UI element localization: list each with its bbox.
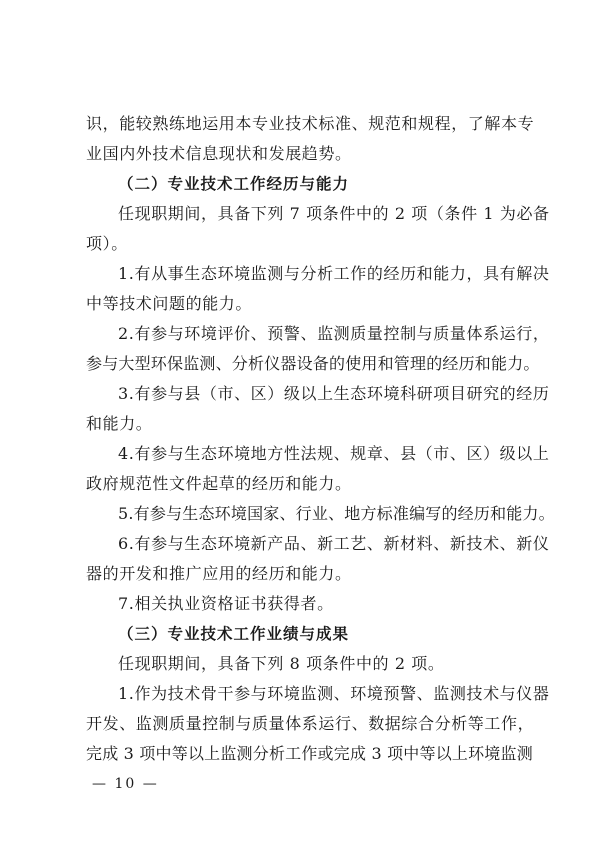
list-item-2: 2.有参与环境评价、预警、监测质量控制与质量体系运行， [118,324,550,343]
body-text-line: 开发、监测质量控制与质量体系运行、数据综合分析等工作， [86,714,535,733]
list-item-3: 3.有参与县（市、区）级以上生态环境科研项目研究的经历 [118,384,550,403]
body-text-line: 识，能较熟练地运用本专业技术标准、规范和规程，了解本专 [86,114,535,133]
list-item-4: 4.有参与生态环境地方性法规、规章、县（市、区）级以上 [118,444,550,463]
list-item-5: 5.有参与生态环境国家、行业、地方标准编写的经历和能力。 [118,504,555,523]
body-text-line: 器的开发和推广应用的经历和能力。 [86,564,352,583]
body-text-line: 完成 3 项中等以上监测分析工作或完成 3 项中等以上环境监测 [86,744,533,763]
body-text-line: 政府规范性文件起草的经历和能力。 [86,474,352,493]
list-item-7: 7.相关执业资格证书获得者。 [118,594,334,613]
list-item-1: 1.有从事生态环境监测与分析工作的经历和能力，具有解决 [118,264,550,283]
body-text-line: 任现职期间，具备下列 7 项条件中的 2 项（条件 1 为必备 [118,204,550,223]
page-number: — 10 — [92,776,159,792]
body-text-line: 项）。 [86,234,128,253]
list-item-1: 1.作为技术骨干参与环境监测、环境预警、监测技术与仪器 [118,684,550,703]
section-heading-2: （二）专业技术工作经历与能力 [118,175,350,193]
body-text-line: 和能力。 [86,414,153,433]
section-heading-3: （三）专业技术工作业绩与成果 [118,625,350,643]
body-text-line: 参与大型环保监测、分析仪器设备的使用和管理的经历和能力。 [86,354,540,373]
body-text-line: 中等技术问题的能力。 [86,294,253,313]
list-item-6: 6.有参与生态环境新产品、新工艺、新材料、新技术、新仪 [118,534,550,553]
body-text-line: 业国内外技术信息现状和发展趋势。 [86,144,352,163]
body-text-line: 任现职期间，具备下列 8 项条件中的 2 项。 [118,654,445,673]
